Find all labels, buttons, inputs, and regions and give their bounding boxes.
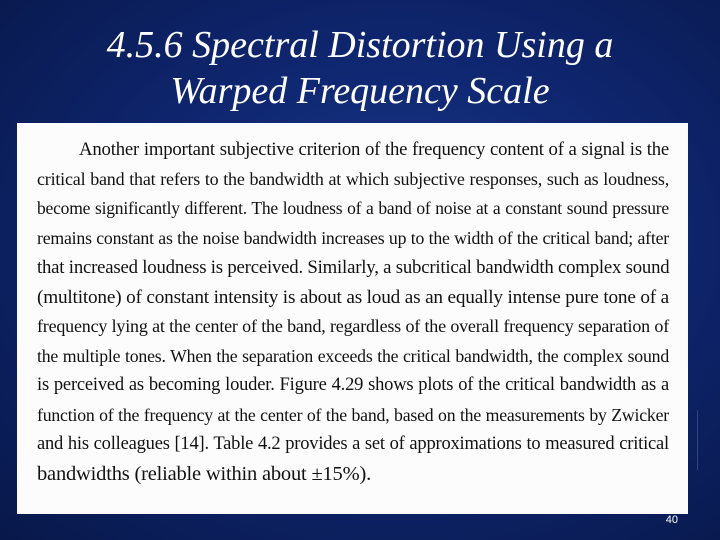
- paragraph-line: become significantly different. The loudness of a band of noise at a constant sound pressure: [37, 198, 669, 218]
- paragraph-line: and his colleagues [14]. Table 4.2 provides a set of approximations to measured critical: [37, 434, 669, 454]
- slide-title-line-1: 4.5.6 Spectral Distortion Using a: [106, 24, 614, 66]
- scanned-paragraph: [37, 135, 669, 489]
- paragraph-line: the multiple tones. When the separation exceeds the critical bandwidth, the complex sound: [37, 345, 669, 366]
- slide-title-line-2: Warped Frequency Scale: [170, 70, 550, 112]
- paragraph-line: critical band that refers to the bandwidth at which subjective responses, such as loudness,: [37, 168, 669, 189]
- page-number: 40: [665, 514, 678, 526]
- decorative-edge-mark: [697, 400, 720, 471]
- paragraph-line: bandwidths (reliable within about ±15%).: [37, 462, 372, 485]
- paragraph-line: is perceived as becoming louder. Figure 4.29 shows plots of the critical bandwidth as a: [37, 375, 669, 395]
- paragraph-line: function of the frequency at the center of the band, based on the measurements by Zwicker: [37, 404, 669, 425]
- paragraph-line: frequency lying at the center of the band, regardless of the overall frequency separation of: [37, 316, 669, 336]
- paragraph-line: that increased loudness is perceived. Similarly, a subcritical bandwidth complex sound: [37, 257, 670, 278]
- paragraph-line: remains constant as the noise bandwidth increases up to the width of the critical band; after: [37, 227, 669, 248]
- slide-title: [0, 22, 720, 114]
- paragraph-line: Another important subjective criterion of the frequency content of a signal is the: [79, 139, 669, 160]
- scanned-text-image: [17, 123, 688, 514]
- paragraph-line: (multitone) of constant intensity is about as loud as an equally intense pure tone of a: [37, 286, 669, 308]
